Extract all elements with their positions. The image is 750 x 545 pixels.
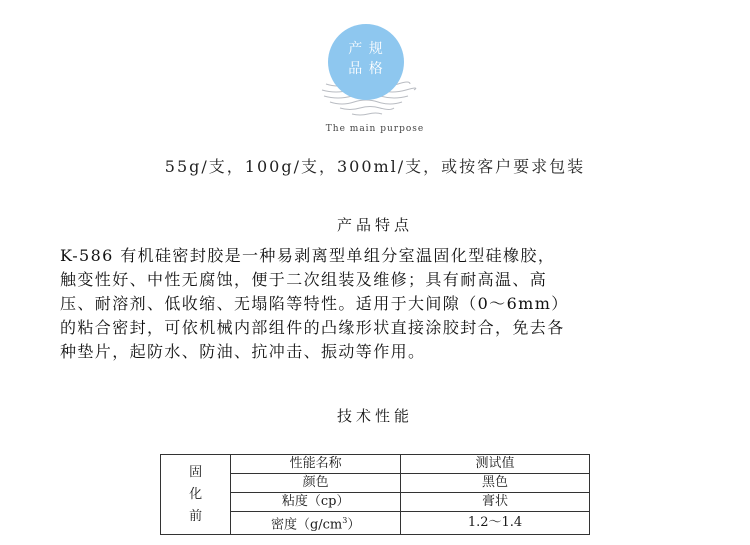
header-value: 测试值 [401, 455, 590, 474]
phase-char: 固 [189, 464, 203, 480]
features-line: 的粘合密封，可依机械内部组件的凸缘形状直接涂胶封合，免去各 [60, 318, 565, 337]
features-line: 触变性好、中性无腐蚀，便于二次组装及维修；具有耐高温、高 [60, 270, 548, 289]
packaging-spec: 55g/支，100g/支，300ml/支，或按客户要求包装 [164, 157, 586, 176]
badge-text [328, 39, 404, 79]
row-name-suffix: ） [347, 517, 361, 533]
row-name: 粘度（cp） [231, 493, 401, 512]
row-name-prefix: 密度（g/cm [270, 517, 343, 533]
badge-line-1: 产 规 [348, 41, 384, 57]
row-value: 膏状 [401, 493, 590, 512]
row-name [231, 512, 401, 535]
features-line: 压、耐溶剂、低收缩、无塌陷等特性。适用于大间隙（0～6mm） [60, 294, 569, 313]
row-value: 1.2～1.4 [401, 512, 590, 535]
row-value: 黑色 [401, 474, 590, 493]
badge-line-2: 品 格 [348, 61, 384, 77]
features-line: 种垫片，起防水、防油、抗冲击、振动等作用。 [60, 342, 426, 361]
features-line: K-586 有机硅密封胶是一种易剥离型单组分室温固化型硅橡胶， [60, 246, 556, 265]
features-heading: 产品特点 [336, 216, 413, 234]
row-name: 颜色 [231, 474, 401, 493]
section-badge [318, 24, 432, 124]
phase-char: 前 [189, 508, 203, 524]
table-header-row [161, 455, 590, 474]
features-paragraph [60, 244, 700, 364]
header-name: 性能名称 [231, 455, 401, 474]
tech-heading: 技术性能 [336, 407, 413, 425]
section-subtitle: The main purpose [325, 124, 425, 134]
tech-spec-table [160, 454, 590, 535]
phase-cell-before-cure [161, 455, 231, 535]
phase-char: 化 [189, 486, 203, 502]
row-name-sup: 3 [342, 516, 348, 525]
